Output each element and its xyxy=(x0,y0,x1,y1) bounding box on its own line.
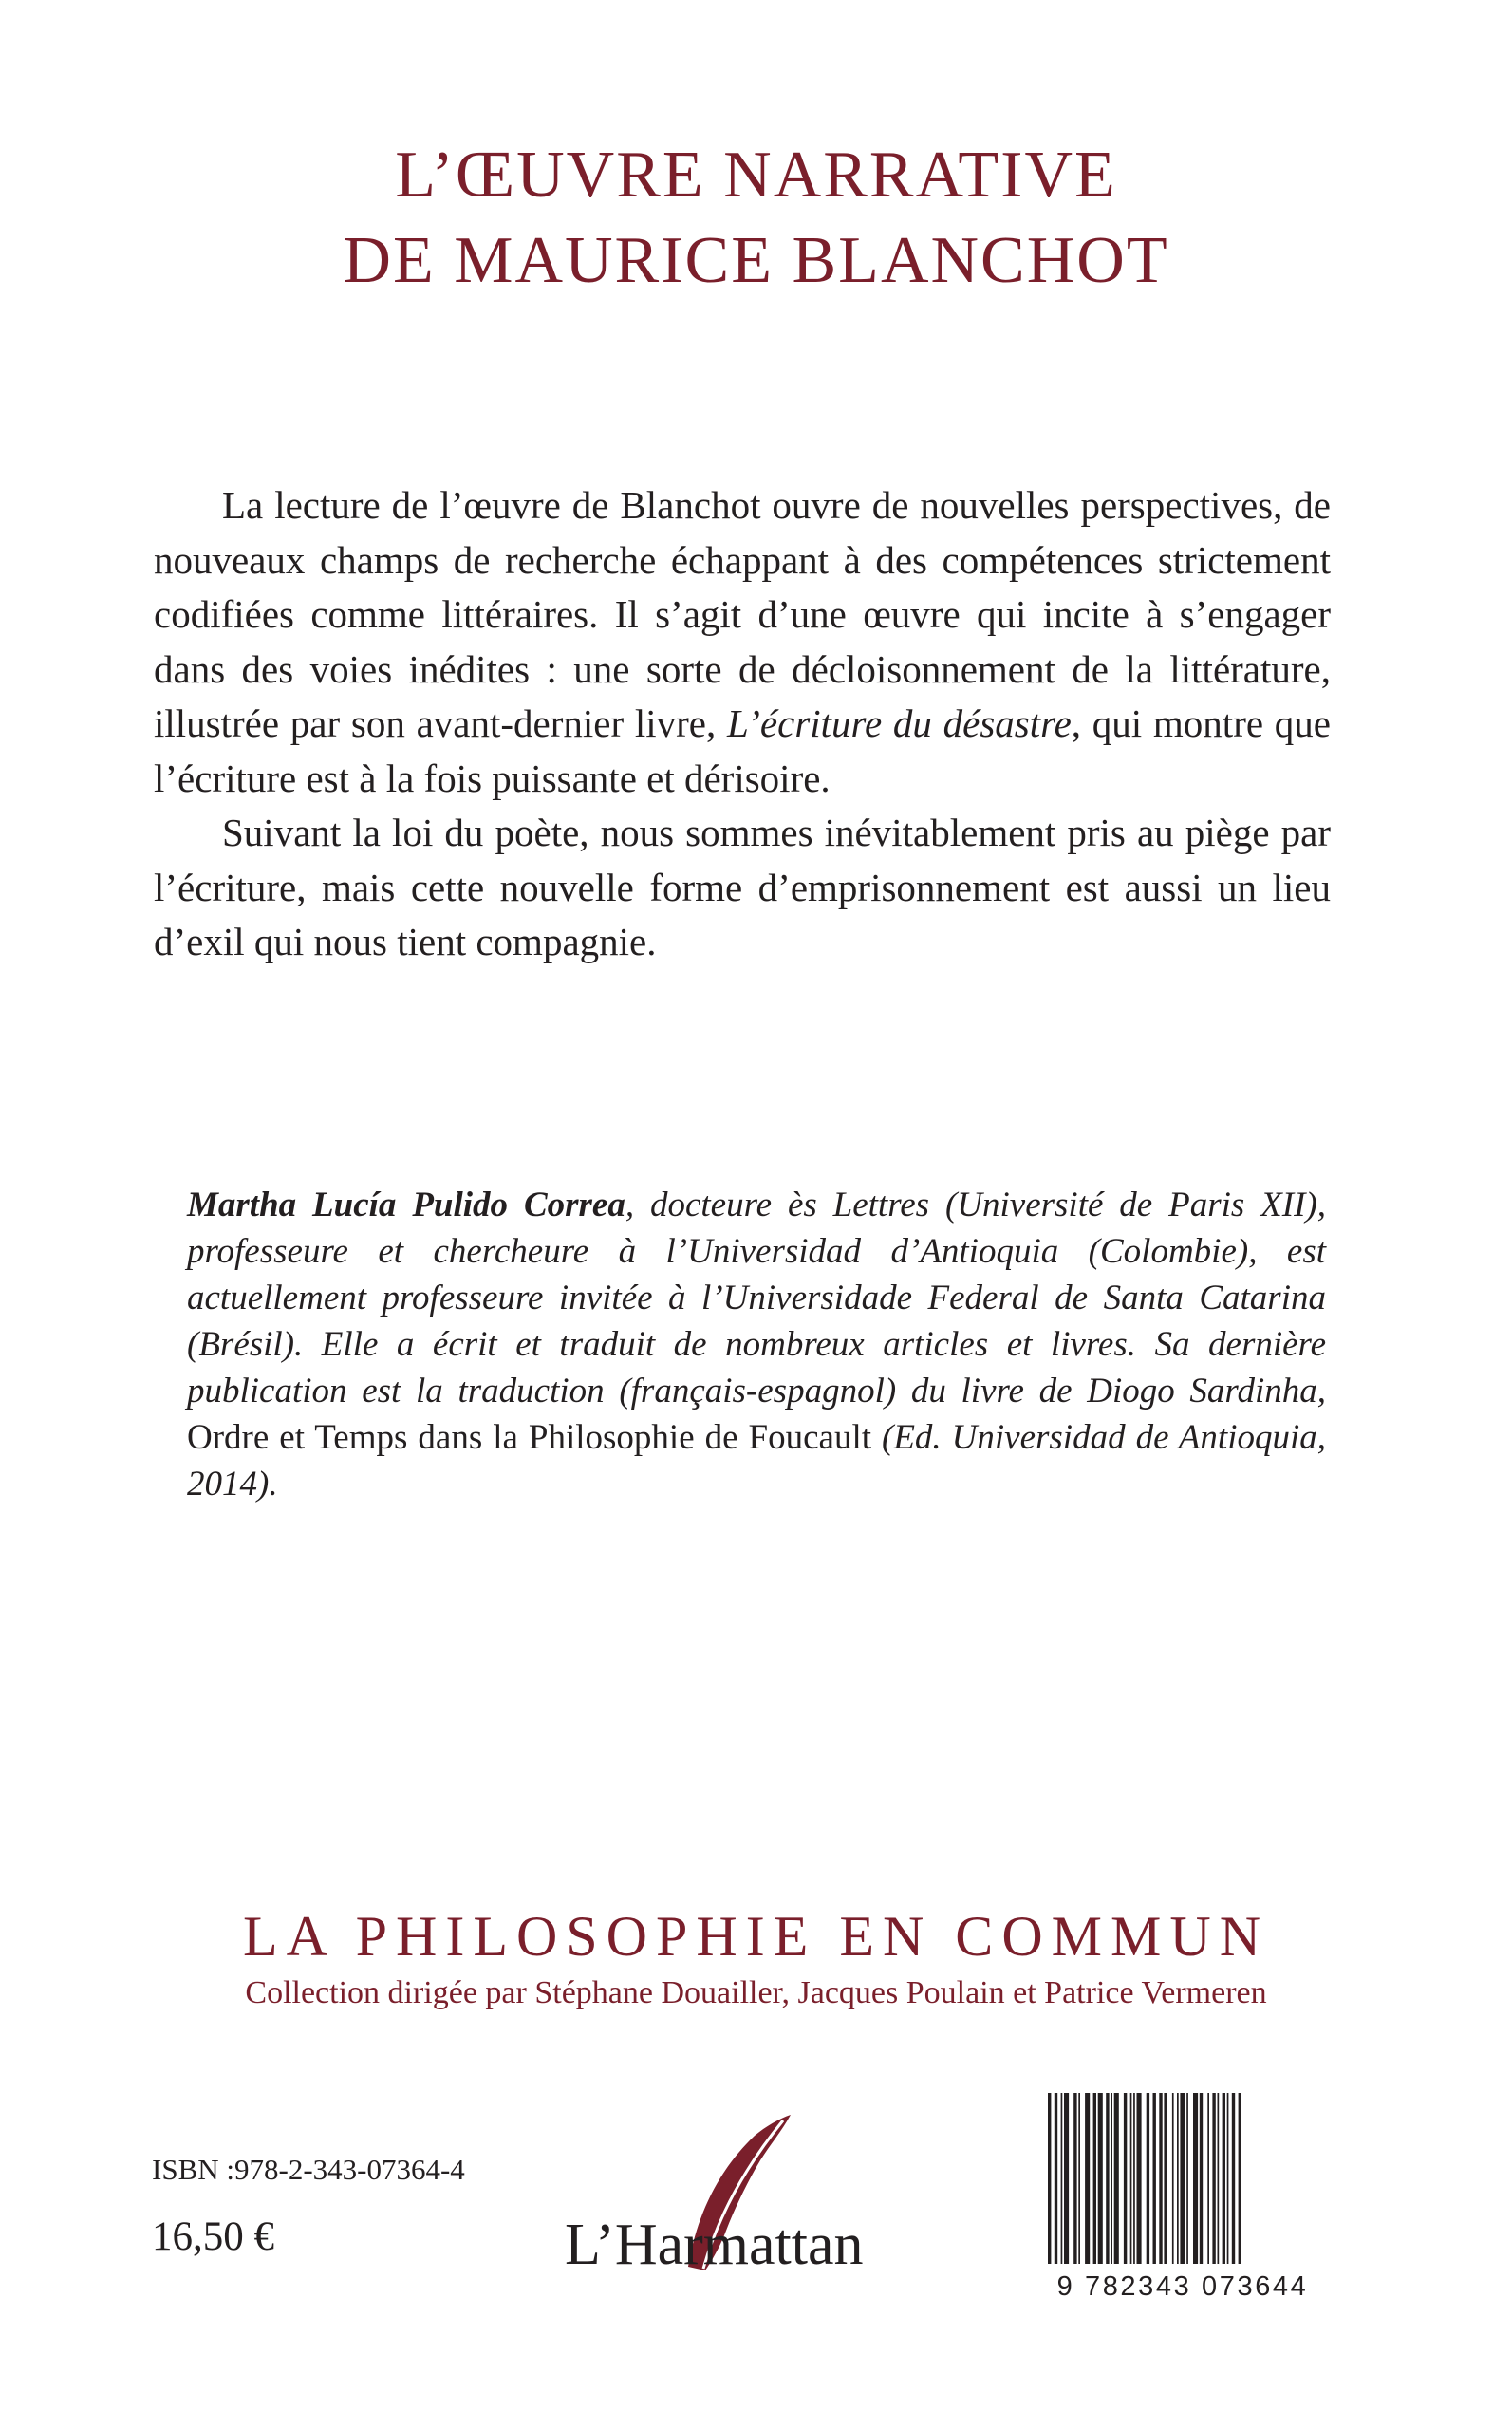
summary-paragraph-2: Suivant la loi du poète, nous sommes inévitablement pris au piège par l’écriture, mais cette nouvelle forme d’emprisonnement est aussi un lieu d’exil qui nous tient compagnie. xyxy=(154,811,1331,963)
barcode-bar xyxy=(1172,2093,1174,2264)
barcode-bar xyxy=(1114,2093,1119,2264)
barcode-bar xyxy=(1212,2093,1215,2264)
barcode-bar xyxy=(1207,2093,1209,2264)
barcode-bar xyxy=(1177,2093,1179,2264)
barcode-bar xyxy=(1164,2093,1167,2264)
book-title-line-1: L’ŒUVRE NARRATIVE xyxy=(395,139,1117,212)
barcode-bar xyxy=(1153,2093,1156,2264)
author-name: Martha Lucía Pulido Correa xyxy=(187,1186,625,1224)
cited-title: L’écriture du désastre xyxy=(726,701,1072,745)
barcode-bar xyxy=(1130,2093,1132,2264)
barcode-bar xyxy=(1239,2093,1241,2264)
summary-p1-end: , qui montre que l’écriture est à la fois puissante et dérisoire. xyxy=(154,701,1331,800)
barcode-bar xyxy=(1078,2093,1080,2264)
barcode-bar xyxy=(1085,2093,1090,2264)
summary-p1-start: La lecture de l’œuvre de Blanchot ouvre de nouvelles perspectives, de nouveaux champs de recherche échappant à des compétences strictement codifiées comme littéraires. Il s’agit d’une œuvre qui incite à s’engager dans des voies inédites : une sorte de décloisonnement de la littérature, illustrée par son avant-dernier livre, xyxy=(154,483,1331,745)
barcode-bar xyxy=(1048,2093,1051,2264)
barcode-bar xyxy=(1137,2093,1142,2264)
publisher-name: L’Harmattan xyxy=(565,2213,864,2277)
barcode-bar xyxy=(1232,2093,1235,2264)
barcode xyxy=(1035,2093,1331,2302)
book-title xyxy=(0,133,1512,304)
publisher-logo xyxy=(546,2107,954,2278)
barcode-bar xyxy=(1073,2093,1076,2264)
barcode-bars xyxy=(1035,2093,1331,2269)
barcode-bar xyxy=(1098,2093,1103,2264)
barcode-bar xyxy=(1193,2093,1198,2264)
barcode-bar xyxy=(1200,2093,1203,2264)
barcode-bar xyxy=(1180,2093,1185,2264)
translated-book-title: Ordre et Temps dans la Philosophie de Foucault xyxy=(187,1418,872,1457)
bio-text-2: (Ed. Universidad de Antioquia, 2014). xyxy=(187,1418,1326,1504)
barcode-bar xyxy=(1133,2093,1135,2264)
barcode-bar xyxy=(1061,2093,1063,2264)
barcode-bar xyxy=(1093,2093,1096,2264)
barcode-bar xyxy=(1064,2093,1069,2264)
collection-name: LA PHILOSOPHIE EN COMMUN xyxy=(242,1905,1270,1968)
barcode-bar xyxy=(1159,2093,1162,2264)
barcode-digits: 9 782343 073644 xyxy=(1056,2271,1309,2302)
barcode-bar xyxy=(1111,2093,1112,2264)
barcode-bar xyxy=(1106,2093,1109,2264)
barcode-bar xyxy=(1223,2093,1225,2264)
barcode-bar xyxy=(1218,2093,1220,2264)
isbn: ISBN :978-2-343-07364-4 xyxy=(152,2153,465,2186)
price: 16,50 € xyxy=(152,2214,274,2259)
author-bio xyxy=(187,1182,1326,1507)
book-title-line-2: DE MAURICE BLANCHOT xyxy=(343,224,1169,297)
summary-text xyxy=(154,478,1331,970)
barcode-bar xyxy=(1055,2093,1057,2264)
collection-editors: Collection dirigée par Stéphane Douailler, Jacques Poulain et Patrice Vermeren xyxy=(245,1975,1267,2010)
barcode-bar xyxy=(1147,2093,1149,2264)
bio-text-1: , docteure ès Lettres (Université de Paris XII), professeure et chercheure à l’Universidad d’Antioquia (Colombie), est actuellement professeure invitée à l’Universidade Federal de Santa Catarina (Brésil). Elle a écrit et traduit de nombreux articles et livres. Sa dernière publication est la traduction (français-espagnol) du livre de Diogo Sardinha, xyxy=(187,1186,1326,1411)
summary-paragraph-1 xyxy=(154,478,1331,806)
barcode-bar xyxy=(1124,2093,1127,2264)
barcode-bar xyxy=(1227,2093,1229,2264)
barcode-bar xyxy=(1186,2093,1188,2264)
